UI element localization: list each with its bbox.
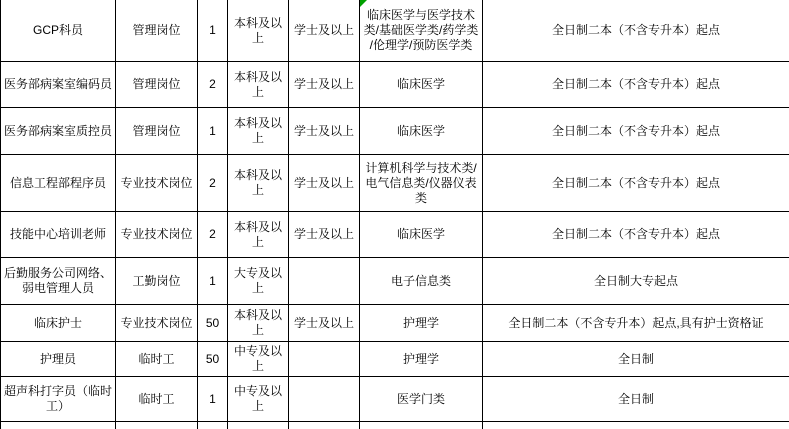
cell-major[interactable]: 计算机科学与技术类/电气信息类/仪器仪表类 [360,155,483,212]
cell-note[interactable]: 全日制二本（不含专升本）起点 [483,212,789,258]
cell-major[interactable]: 临床医学 [360,212,483,258]
cell-degree[interactable]: 学士及以上 [289,62,360,108]
cell-count-clipped [198,422,228,429]
cell-category[interactable]: 专业技术岗位 [116,212,198,258]
error-flag-icon [360,0,367,7]
cell-education[interactable]: 本科及以上 [228,212,289,258]
cell-education[interactable]: 本科及以上 [228,305,289,342]
cell-note[interactable]: 全日制二本（不含专升本）起点,具有护士资格证 [483,305,789,342]
cell-category[interactable]: 管理岗位 [116,0,198,62]
cell-degree-clipped [289,422,360,429]
table-row [1,305,789,342]
table-row [1,62,789,108]
cell-category[interactable]: 临时工 [116,377,198,422]
cell-education[interactable]: 本科及以上 [228,62,289,108]
cell-note[interactable]: 全日制 [483,377,789,422]
cell-category[interactable]: 管理岗位 [116,62,198,108]
cell-category[interactable]: 专业技术岗位 [116,305,198,342]
cell-category[interactable]: 工勤岗位 [116,258,198,305]
cell-major[interactable]: 临床医学与医学技术类/基础医学类/药学类/伦理学/预防医学类 [360,0,483,62]
cell-category[interactable]: 管理岗位 [116,108,198,155]
cell-major[interactable]: 电子信息类 [360,258,483,305]
cell-category[interactable]: 专业技术岗位 [116,155,198,212]
cell-note[interactable]: 全日制二本（不含专升本）起点 [483,155,789,212]
table-row [1,108,789,155]
cell-major[interactable]: 护理学 [360,342,483,377]
cell-position-clipped [1,422,116,429]
cell-degree[interactable]: 学士及以上 [289,212,360,258]
cell-major-clipped [360,422,483,429]
cell-education[interactable]: 中专及以上 [228,377,289,422]
cell-count[interactable]: 2 [198,212,228,258]
cell-major[interactable]: 医学门类 [360,377,483,422]
cell-degree[interactable] [289,377,360,422]
cell-category[interactable]: 临时工 [116,342,198,377]
cell-note[interactable]: 全日制 [483,342,789,377]
cell-degree[interactable]: 学士及以上 [289,108,360,155]
cell-position[interactable]: 医务部病案室质控员 [1,108,116,155]
cell-count[interactable]: 2 [198,62,228,108]
cell-position[interactable]: 后勤服务公司网络、弱电管理人员 [1,258,116,305]
cell-education[interactable]: 本科及以上 [228,0,289,62]
table-row-partial [1,422,789,429]
cell-count[interactable]: 1 [198,258,228,305]
cell-note[interactable]: 全日制二本（不含专升本）起点 [483,108,789,155]
cell-position[interactable]: 技能中心培训老师 [1,212,116,258]
cell-position[interactable]: 医务部病案室编码员 [1,62,116,108]
cell-major[interactable]: 护理学 [360,305,483,342]
cell-count[interactable]: 2 [198,155,228,212]
cell-note[interactable]: 全日制二本（不含专升本）起点 [483,0,789,62]
cell-position[interactable]: 超声科打字员（临时工） [1,377,116,422]
table-row [1,212,789,258]
cell-education-clipped [228,422,289,429]
table-row [1,342,789,377]
cell-note[interactable]: 全日制二本（不含专升本）起点 [483,62,789,108]
cell-education[interactable]: 大专及以上 [228,258,289,305]
cell-count[interactable]: 1 [198,377,228,422]
cell-degree[interactable] [289,258,360,305]
cell-position[interactable]: 临床护士 [1,305,116,342]
table-row [1,0,789,62]
cell-degree[interactable]: 学士及以上 [289,155,360,212]
cell-position[interactable]: 信息工程部程序员 [1,155,116,212]
cell-count[interactable]: 1 [198,108,228,155]
cell-category-clipped [116,422,198,429]
table-row [1,155,789,212]
table-row [1,377,789,422]
cell-education[interactable]: 中专及以上 [228,342,289,377]
cell-degree[interactable]: 学士及以上 [289,0,360,62]
cell-degree[interactable] [289,342,360,377]
table-row [1,258,789,305]
cell-count[interactable]: 50 [198,305,228,342]
cell-major[interactable]: 临床医学 [360,62,483,108]
cell-count[interactable]: 50 [198,342,228,377]
cell-count[interactable]: 1 [198,0,228,62]
cell-note[interactable]: 全日制大专起点 [483,258,789,305]
cell-position[interactable]: 护理员 [1,342,116,377]
cell-degree[interactable]: 学士及以上 [289,305,360,342]
cell-note-clipped [483,422,789,429]
cell-education[interactable]: 本科及以上 [228,155,289,212]
cell-major[interactable]: 临床医学 [360,108,483,155]
cell-education[interactable]: 本科及以上 [228,108,289,155]
cell-position[interactable]: GCP科员 [1,0,116,62]
